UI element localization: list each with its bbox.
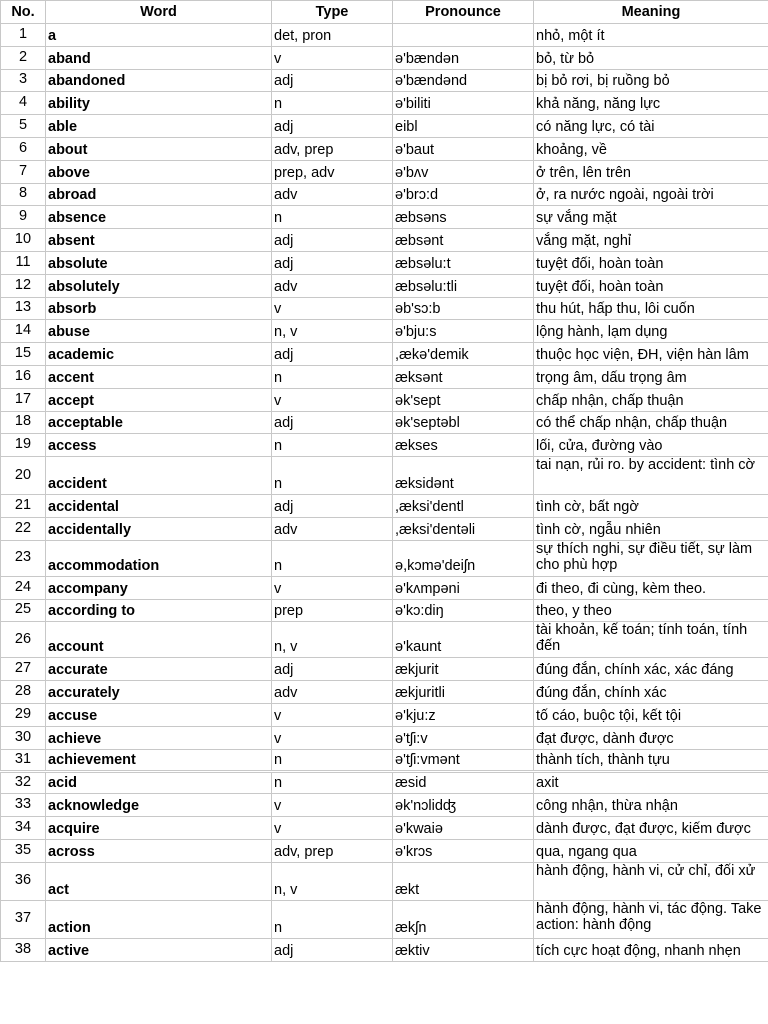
- cell-pronounce: ,æksi'dentl: [393, 495, 534, 518]
- cell-word: about: [46, 137, 272, 160]
- cell-pronounce: eibl: [393, 115, 534, 138]
- table-row: [1, 938, 768, 961]
- table-row: [1, 495, 768, 518]
- cell-type: adv: [272, 517, 393, 540]
- cell-word: acceptable: [46, 411, 272, 434]
- cell-word: above: [46, 160, 272, 183]
- cell-no: 28: [1, 681, 46, 704]
- cell-type: n: [272, 749, 393, 771]
- cell-word: absence: [46, 206, 272, 229]
- cell-no: 8: [1, 183, 46, 206]
- table-row: [1, 24, 768, 47]
- table-row: [1, 411, 768, 434]
- cell-no: 36: [1, 862, 46, 900]
- cell-word: accurately: [46, 681, 272, 704]
- cell-type: v: [272, 297, 393, 320]
- header-type: Type: [272, 1, 393, 24]
- cell-word: accommodation: [46, 540, 272, 576]
- table-row: [1, 388, 768, 411]
- cell-word: absent: [46, 229, 272, 252]
- cell-meaning: ở, ra nước ngoài, ngoài trời: [534, 183, 768, 206]
- cell-meaning: có thể chấp nhận, chấp thuận: [534, 411, 768, 434]
- cell-word: active: [46, 938, 272, 961]
- cell-word: ability: [46, 92, 272, 115]
- cell-meaning: ở trên, lên trên: [534, 160, 768, 183]
- table-row: [1, 658, 768, 681]
- cell-meaning: thu hút, hấp thu, lôi cuốn: [534, 297, 768, 320]
- table-row: [1, 137, 768, 160]
- cell-pronounce: ək'septəbl: [393, 411, 534, 434]
- cell-no: 37: [1, 900, 46, 938]
- cell-word: academic: [46, 343, 272, 366]
- cell-pronounce: ,ækə'demik: [393, 343, 534, 366]
- cell-meaning: có năng lực, có tài: [534, 115, 768, 138]
- table-row: [1, 817, 768, 840]
- cell-meaning: hành động, hành vi, tác động. Take action: hành động: [534, 900, 768, 938]
- cell-type: adv, prep: [272, 137, 393, 160]
- table-row: [1, 274, 768, 297]
- cell-type: v: [272, 794, 393, 817]
- cell-no: 19: [1, 434, 46, 457]
- table-row: [1, 229, 768, 252]
- cell-no: 14: [1, 320, 46, 343]
- cell-no: 4: [1, 92, 46, 115]
- cell-word: accurate: [46, 658, 272, 681]
- table-row: [1, 297, 768, 320]
- table-row: [1, 703, 768, 726]
- cell-meaning: lối, cửa, đường vào: [534, 434, 768, 457]
- cell-pronounce: ə'bʌv: [393, 160, 534, 183]
- cell-word: a: [46, 24, 272, 47]
- cell-no: 7: [1, 160, 46, 183]
- table-row: [1, 343, 768, 366]
- cell-no: 6: [1, 137, 46, 160]
- table-row: [1, 92, 768, 115]
- cell-pronounce: æbsəlu:t: [393, 251, 534, 274]
- header-pronounce: Pronounce: [393, 1, 534, 24]
- cell-type: adv: [272, 681, 393, 704]
- cell-type: prep: [272, 599, 393, 622]
- cell-type: n: [272, 206, 393, 229]
- cell-pronounce: ə,kɔmə'deiʃn: [393, 540, 534, 576]
- cell-pronounce: ækjurit: [393, 658, 534, 681]
- cell-no: 11: [1, 251, 46, 274]
- cell-word: accidentally: [46, 517, 272, 540]
- cell-meaning: tích cực hoạt động, nhanh nhẹn: [534, 938, 768, 961]
- cell-meaning: bị bỏ rơi, bị ruồng bỏ: [534, 69, 768, 92]
- cell-meaning: tuyệt đối, hoàn toàn: [534, 251, 768, 274]
- cell-type: adj: [272, 69, 393, 92]
- table-row: [1, 251, 768, 274]
- cell-word: account: [46, 622, 272, 658]
- cell-meaning: vắng mặt, nghỉ: [534, 229, 768, 252]
- cell-pronounce: ə'kaunt: [393, 622, 534, 658]
- cell-type: n: [272, 92, 393, 115]
- cell-word: access: [46, 434, 272, 457]
- cell-meaning: lộng hành, lạm dụng: [534, 320, 768, 343]
- cell-type: n, v: [272, 320, 393, 343]
- cell-no: 1: [1, 24, 46, 47]
- cell-type: adv: [272, 183, 393, 206]
- table-row: [1, 434, 768, 457]
- cell-word: acquire: [46, 817, 272, 840]
- cell-no: 3: [1, 69, 46, 92]
- cell-type: v: [272, 46, 393, 69]
- table-row: [1, 576, 768, 599]
- cell-pronounce: æksidənt: [393, 457, 534, 495]
- cell-word: accuse: [46, 703, 272, 726]
- table-row: [1, 457, 768, 495]
- cell-pronounce: [393, 24, 534, 47]
- table-row: [1, 540, 768, 576]
- cell-no: 33: [1, 794, 46, 817]
- cell-pronounce: ə'kju:z: [393, 703, 534, 726]
- table-row: [1, 726, 768, 749]
- cell-pronounce: ,æksi'dentəli: [393, 517, 534, 540]
- cell-word: achievement: [46, 749, 272, 771]
- cell-meaning: sự thích nghi, sự điều tiết, sự làm cho phù hợp: [534, 540, 768, 576]
- cell-pronounce: ə'kɔ:diŋ: [393, 599, 534, 622]
- cell-meaning: thành tích, thành tựu: [534, 749, 768, 771]
- table-row: [1, 794, 768, 817]
- cell-no: 15: [1, 343, 46, 366]
- cell-no: 13: [1, 297, 46, 320]
- cell-meaning: nhỏ, một ít: [534, 24, 768, 47]
- table-row: [1, 160, 768, 183]
- cell-word: absorb: [46, 297, 272, 320]
- cell-meaning: sự vắng mặt: [534, 206, 768, 229]
- cell-pronounce: ə'biliti: [393, 92, 534, 115]
- cell-pronounce: ækjuritli: [393, 681, 534, 704]
- cell-no: 10: [1, 229, 46, 252]
- cell-pronounce: ə'bju:s: [393, 320, 534, 343]
- cell-pronounce: ə'bændən: [393, 46, 534, 69]
- cell-no: 9: [1, 206, 46, 229]
- cell-type: v: [272, 703, 393, 726]
- table-row: [1, 771, 768, 794]
- cell-no: 25: [1, 599, 46, 622]
- cell-meaning: tai nạn, rủi ro. by accident: tình cờ: [534, 457, 768, 495]
- cell-no: 31: [1, 749, 46, 771]
- table-row: [1, 599, 768, 622]
- header-row: [1, 1, 768, 24]
- cell-meaning: đạt được, dành được: [534, 726, 768, 749]
- cell-pronounce: ækt: [393, 862, 534, 900]
- cell-meaning: khả năng, năng lực: [534, 92, 768, 115]
- cell-no: 38: [1, 938, 46, 961]
- table-row: [1, 320, 768, 343]
- cell-word: absolute: [46, 251, 272, 274]
- cell-word: accept: [46, 388, 272, 411]
- cell-no: 22: [1, 517, 46, 540]
- cell-type: n, v: [272, 622, 393, 658]
- cell-word: absolutely: [46, 274, 272, 297]
- cell-pronounce: ək'sept: [393, 388, 534, 411]
- cell-no: 32: [1, 771, 46, 794]
- cell-word: acknowledge: [46, 794, 272, 817]
- cell-pronounce: ə'brɔ:d: [393, 183, 534, 206]
- cell-type: n: [272, 540, 393, 576]
- cell-meaning: công nhận, thừa nhận: [534, 794, 768, 817]
- cell-pronounce: ə'tʃi:v: [393, 726, 534, 749]
- cell-type: adj: [272, 343, 393, 366]
- cell-type: v: [272, 388, 393, 411]
- table-header: [1, 1, 768, 24]
- cell-word: abuse: [46, 320, 272, 343]
- cell-type: adv, prep: [272, 839, 393, 862]
- cell-word: accidental: [46, 495, 272, 518]
- cell-meaning: tuyệt đối, hoàn toàn: [534, 274, 768, 297]
- cell-type: adj: [272, 251, 393, 274]
- cell-word: aband: [46, 46, 272, 69]
- header-word: Word: [46, 1, 272, 24]
- cell-word: according to: [46, 599, 272, 622]
- cell-type: adj: [272, 229, 393, 252]
- cell-word: accent: [46, 365, 272, 388]
- table-row: [1, 69, 768, 92]
- cell-pronounce: æbsənt: [393, 229, 534, 252]
- cell-meaning: chấp nhận, chấp thuận: [534, 388, 768, 411]
- cell-pronounce: ə'kʌmpəni: [393, 576, 534, 599]
- table-row: [1, 749, 768, 771]
- cell-word: action: [46, 900, 272, 938]
- cell-meaning: bỏ, từ bỏ: [534, 46, 768, 69]
- cell-pronounce: ə'bændənd: [393, 69, 534, 92]
- table-body: [1, 24, 768, 962]
- cell-no: 17: [1, 388, 46, 411]
- cell-pronounce: æbsəns: [393, 206, 534, 229]
- table-row: [1, 206, 768, 229]
- header-meaning: Meaning: [534, 1, 768, 24]
- cell-no: 35: [1, 839, 46, 862]
- cell-meaning: thuộc học viện, ĐH, viện hàn lâm: [534, 343, 768, 366]
- cell-word: act: [46, 862, 272, 900]
- cell-meaning: đúng đắn, chính xác, xác đáng: [534, 658, 768, 681]
- cell-type: det, pron: [272, 24, 393, 47]
- cell-type: v: [272, 726, 393, 749]
- cell-pronounce: əb'sɔ:b: [393, 297, 534, 320]
- cell-pronounce: æksənt: [393, 365, 534, 388]
- cell-meaning: trọng âm, dấu trọng âm: [534, 365, 768, 388]
- table-row: [1, 365, 768, 388]
- cell-pronounce: ə'tʃi:vmənt: [393, 749, 534, 771]
- cell-type: adv: [272, 274, 393, 297]
- cell-word: accident: [46, 457, 272, 495]
- cell-no: 18: [1, 411, 46, 434]
- cell-pronounce: ə'krɔs: [393, 839, 534, 862]
- cell-pronounce: ək'nɔlidʤ: [393, 794, 534, 817]
- cell-type: n: [272, 900, 393, 938]
- cell-type: adj: [272, 495, 393, 518]
- cell-type: adj: [272, 938, 393, 961]
- cell-type: adj: [272, 658, 393, 681]
- cell-no: 12: [1, 274, 46, 297]
- cell-meaning: hành động, hành vi, cử chỉ, đối xử: [534, 862, 768, 900]
- cell-no: 16: [1, 365, 46, 388]
- cell-no: 20: [1, 457, 46, 495]
- cell-meaning: axit: [534, 771, 768, 794]
- cell-type: n: [272, 457, 393, 495]
- cell-word: abroad: [46, 183, 272, 206]
- cell-no: 23: [1, 540, 46, 576]
- cell-type: v: [272, 817, 393, 840]
- cell-word: acid: [46, 771, 272, 794]
- table-row: [1, 681, 768, 704]
- cell-meaning: tình cờ, ngẫu nhiên: [534, 517, 768, 540]
- cell-no: 24: [1, 576, 46, 599]
- cell-meaning: tố cáo, buộc tội, kết tội: [534, 703, 768, 726]
- cell-pronounce: ə'baut: [393, 137, 534, 160]
- table-row: [1, 622, 768, 658]
- cell-meaning: tình cờ, bất ngờ: [534, 495, 768, 518]
- cell-pronounce: ə'kwaiə: [393, 817, 534, 840]
- cell-type: n: [272, 434, 393, 457]
- table-row: [1, 183, 768, 206]
- cell-pronounce: ækses: [393, 434, 534, 457]
- table-row: [1, 839, 768, 862]
- header-no: No.: [1, 1, 46, 24]
- cell-no: 34: [1, 817, 46, 840]
- table-row: [1, 517, 768, 540]
- cell-meaning: qua, ngang qua: [534, 839, 768, 862]
- table-row: [1, 115, 768, 138]
- cell-meaning: khoảng, về: [534, 137, 768, 160]
- cell-no: 5: [1, 115, 46, 138]
- table-row: [1, 46, 768, 69]
- cell-pronounce: æbsəlu:tli: [393, 274, 534, 297]
- cell-no: 2: [1, 46, 46, 69]
- cell-no: 21: [1, 495, 46, 518]
- cell-word: able: [46, 115, 272, 138]
- cell-type: n: [272, 771, 393, 794]
- cell-type: n: [272, 365, 393, 388]
- cell-meaning: dành được, đạt được, kiếm được: [534, 817, 768, 840]
- cell-pronounce: æktiv: [393, 938, 534, 961]
- cell-pronounce: æsid: [393, 771, 534, 794]
- table-row: [1, 862, 768, 900]
- cell-word: achieve: [46, 726, 272, 749]
- table-row: [1, 900, 768, 938]
- cell-meaning: theo, y theo: [534, 599, 768, 622]
- cell-word: accompany: [46, 576, 272, 599]
- cell-pronounce: ækʃn: [393, 900, 534, 938]
- cell-no: 26: [1, 622, 46, 658]
- cell-word: abandoned: [46, 69, 272, 92]
- cell-type: adj: [272, 115, 393, 138]
- cell-type: adj: [272, 411, 393, 434]
- cell-no: 29: [1, 703, 46, 726]
- cell-word: across: [46, 839, 272, 862]
- cell-meaning: đúng đắn, chính xác: [534, 681, 768, 704]
- cell-no: 27: [1, 658, 46, 681]
- cell-type: n, v: [272, 862, 393, 900]
- cell-no: 30: [1, 726, 46, 749]
- cell-meaning: đi theo, đi cùng, kèm theo.: [534, 576, 768, 599]
- cell-meaning: tài khoản, kế toán; tính toán, tính đến: [534, 622, 768, 658]
- cell-type: v: [272, 576, 393, 599]
- cell-type: prep, adv: [272, 160, 393, 183]
